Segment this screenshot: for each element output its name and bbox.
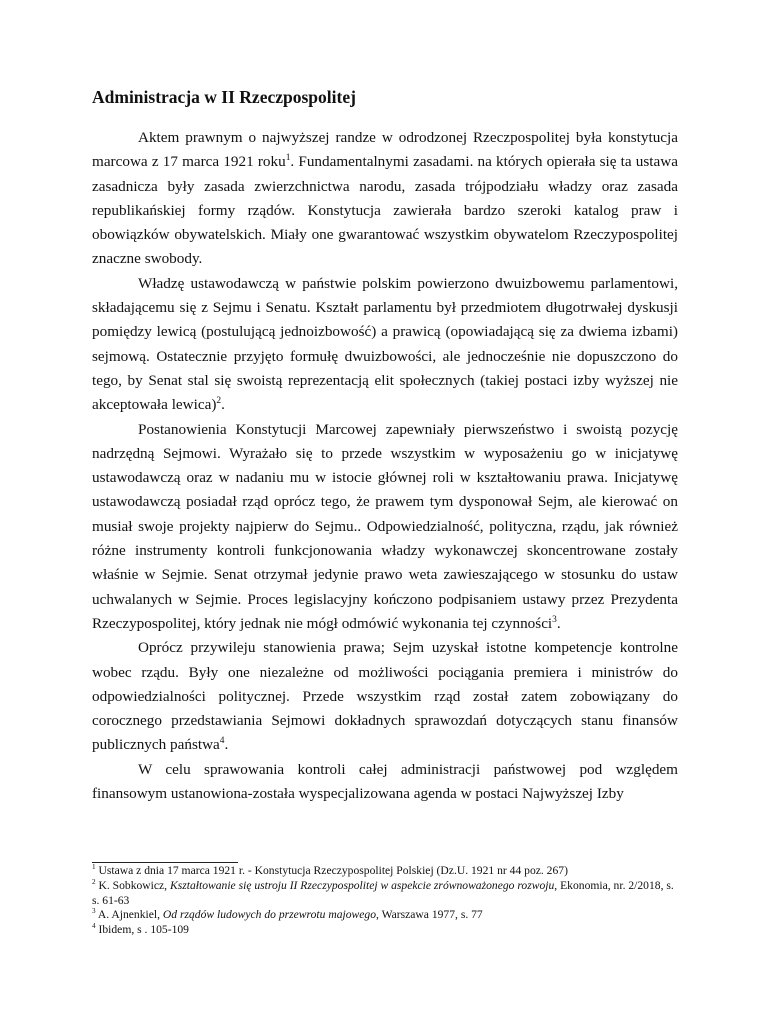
footnote-separator: [92, 862, 238, 863]
footnote-title: Od rządów ludowych do przewrotu majowego: [162, 908, 376, 922]
paragraph: [92, 272, 678, 418]
footnote-text: Ibidem, s . 105-109: [95, 923, 189, 937]
footnote-number: 2: [92, 877, 96, 886]
footnote-text: A. Ajnenkiel,: [95, 908, 163, 922]
footnote-ref: 1: [285, 153, 291, 164]
paragraph: [92, 418, 678, 637]
footnote: [92, 908, 678, 923]
footnote-text: Ustawa z dnia 17 marca 1921 r. - Konstytucja Rzeczypospolitej Polskiej (Dz.U. 1921 nr 44 poz. 267): [95, 864, 568, 877]
paragraph: [92, 636, 678, 757]
document-body: [92, 126, 678, 806]
footnote: [92, 879, 678, 909]
footnote-number: 1: [92, 863, 96, 872]
footnote-number: 4: [92, 922, 96, 931]
footnote-title: Kształtowanie się ustroju II Rzeczypospolitej w aspekcie zrównoważonego rozwoju: [169, 878, 555, 892]
footnotes: [92, 864, 678, 938]
paragraph-text: .: [556, 614, 561, 632]
footnote-text: , Ekonomia, nr. 2/2018, s. s. 61-63: [92, 878, 674, 907]
footnote-text: K. Sobkowicz,: [95, 878, 170, 892]
footnote-number: 3: [92, 907, 96, 916]
paragraph-text: .: [224, 736, 229, 754]
footnote: [92, 923, 678, 938]
paragraph-text: . Fundamentalnymi zasadami. na których opierała się ta ustawa zasadnicza były zasada zwierzchnictwa narodu, zasada trójpodziału władzy oraz zasada republikańskiej formy rządów. Konstytucja zawierała bardzo szeroki katalog praw i obowiązków obywatelskich. Miały one gwarantować wszystkim obywatelom Rzeczypospolitej znaczne swobody.: [92, 153, 678, 268]
page-title: Administracja w II Rzeczpospolitej: [92, 87, 356, 107]
paragraph-text: Władzę ustawodawczą w państwie polskim powierzono dwuizbowemu parlamentowi, składającemu się z Sejmu i Senatu. Kształt parlamentu był przedmiotem długotrwałej dyskusji pomiędzy lewicą (postulującą jednoizbowość) a prawicą (opowiadającą się za dwiema izbami) sejmową. Ostatecznie przyjęto formułę dwuizbowości, ale jednocześnie nie dopuszczono do tego, by Senat stal się swoistą reprezentacją elit społecznych (takiej postaci izby wyższej nie akceptowała lewica): [92, 274, 678, 414]
paragraph-text: Oprócz przywileju stanowienia prawa; Sejm uzyskał istotne kompetencje kontrolne wobec rządu. Były one niezależne od możliwości pociągania premiera i ministrów do odpowiedzialności politycznej. Przede wszystkim rząd został zatem zobowiązany do corocznego przedstawiania Sejmowi dokładnych sprawozdań dotyczących stanu finansów publicznych państwa: [92, 639, 678, 754]
footnote: [92, 864, 678, 879]
footnote-text: , Warszawa 1977, s. 77: [376, 908, 483, 922]
paragraph-text: Postanowienia Konstytucji Marcowej zapewniały pierwszeństwo i swoistą pozycję nadrzędną Sejmowi. Wyrażało się to przede wszystkim w wyposażeniu go w inicjatywę ustawodawczą oraz w nadaniu mu w istocie głównej roli w kształtowaniu prawa. Inicjatywę ustawodawczą posiadał rząd oprócz tego, że prawem tym dysponował Sejm, ale kierować on musiał swoje projekty najpierw do Sejmu.. Odpowiedzialność, polityczna, rządu, jak również różne instrumenty kontroli funkcjonowania władzy wykonawczej skoncentrowane zostały właśnie w Sejmie. Senat otrzymał jedynie prawo weta zawieszającego w stosunku do ustaw uchwalanych w Sejmie. Proces legislacyjny kończono podpisaniem ustawy przez Prezydenta Rzeczypospolitej, który jednak nie mógł odmówić wykonania tej czynności: [92, 420, 678, 632]
paragraph-text: Aktem prawnym o najwyższej randze w odrodzonej Rzeczpospolitej była konstytucja marcowa z 17 marca 1921 roku: [92, 129, 678, 171]
paragraph-text: .: [221, 396, 225, 414]
footnote-ref: 2: [216, 396, 222, 407]
paragraph-text: W celu sprawowania kontroli całej administracji państwowej pod względem finansowym ustanowiona-została wyspecjalizowana agenda w postaci Najwyższej Izby: [92, 760, 678, 803]
footnote-ref: 3: [552, 614, 557, 625]
paragraph: [92, 126, 678, 272]
footnote-ref: 4: [219, 736, 225, 747]
paragraph: [92, 758, 678, 807]
